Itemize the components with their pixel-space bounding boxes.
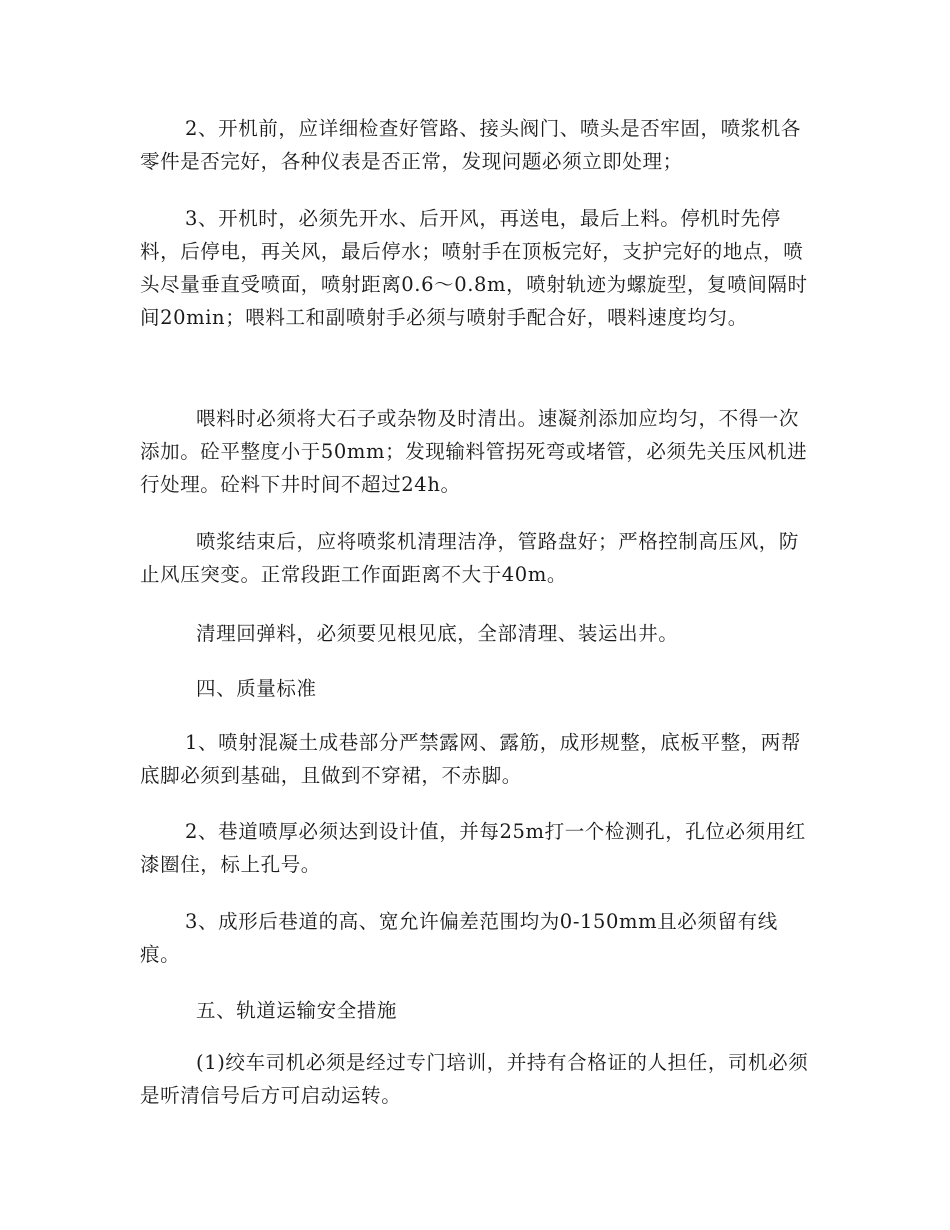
section-heading-quality: 四、质量标准 bbox=[196, 677, 317, 700]
paragraph-rebound-cleanup: 清理回弹料，必须要见根见底，全部清理、装运出井。 bbox=[196, 622, 679, 645]
paragraph-quality-3: 3、成形后巷道的高、宽允许偏差范围均为0-150mm且必须留有线痕。 bbox=[140, 910, 778, 966]
paragraph-quality-1: 1、喷射混凝土成巷部分严禁露网、露筋，成形规整，底板平整，两帮底脚必须到基础，且做到不穿裙，不赤脚。 bbox=[140, 731, 802, 787]
paragraph-after-spraying: 喷浆结束后，应将喷浆机清理洁净，管路盘好；严格控制高压风，防止风压突变。正常段距工作面距离不大于40m。 bbox=[140, 530, 800, 586]
paragraph-quality-2: 2、巷道喷厚必须达到设计值，并每25m打一个检测孔，孔位必须用红漆圈住，标上孔号。 bbox=[140, 820, 806, 876]
paragraph-startup-check: 2、开机前，应详细检查好管路、接头阀门、喷头是否牢固，喷浆机各零件是否完好，各种仪表是否正常，发现问题必须立即处理； bbox=[140, 117, 802, 173]
paragraph-startup-sequence: 3、开机时，必须先开水、后开风，再送电，最后上料。停机时先停料，后停电，再关风，最后停水；喷射手在顶板完好，支护完好的地点，喷头尽量垂直受喷面，喷射距离0.6～0.8m，喷射轨迹为螺旋型，复喷间隔时间20min；喂料工和副喷射手必须与喷射手配合好，喂料速度均匀。 bbox=[140, 207, 808, 329]
paragraph-winch-operator: (1)绞车司机必须是经过专门培训，并持有合格证的人担任，司机必须是听清信号后方可启动运转。 bbox=[140, 1051, 809, 1107]
paragraph-feeding: 喂料时必须将大石子或杂物及时清出。速凝剂添加应均匀，不得一次添加。砼平整度小于50mm；发现输料管拐死弯或堵管，必须先关压风机进行处理。砼料下井时间不超过24h。 bbox=[140, 407, 808, 496]
section-heading-rail-transport: 五、轨道运输安全措施 bbox=[196, 999, 398, 1022]
